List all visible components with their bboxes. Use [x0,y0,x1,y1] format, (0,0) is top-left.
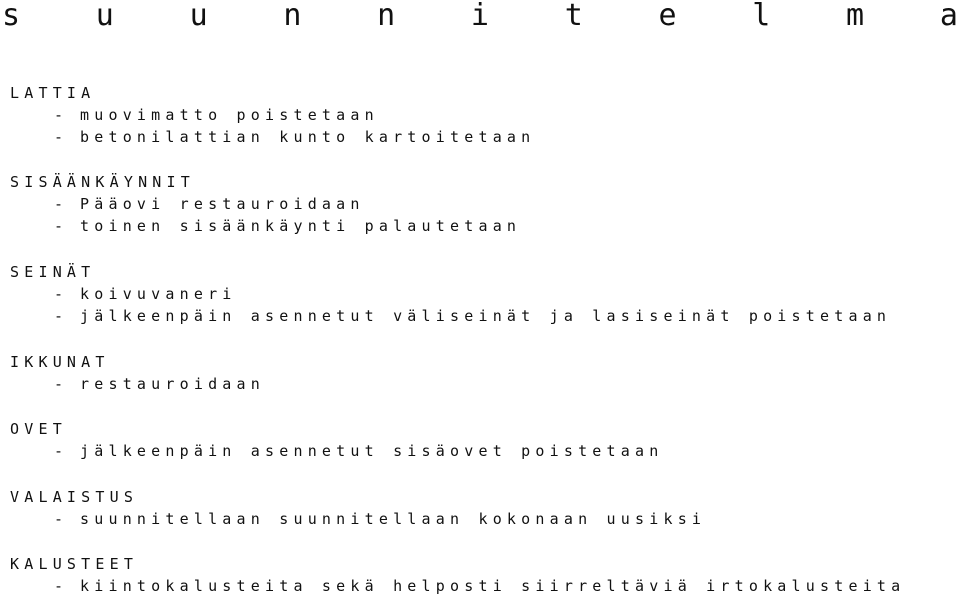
section-ovet [10,418,950,462]
list-item-text: jälkeenpäin asennetut sisäovet poistetaan [80,442,664,460]
section-kalusteet [10,553,950,597]
section-heading: IKKUNAT [10,353,110,371]
list-item-text: muovimatto poistetaan [80,106,379,124]
title-letter: a [939,0,958,33]
list-item [10,126,950,148]
list-item [10,283,950,305]
list-item [10,215,950,237]
title-letter: t [564,0,583,33]
title-letter: n [283,0,302,33]
list-item [10,440,950,462]
list-item-text: jälkeenpäin asennetut väliseinät ja lasiseinät poistetaan [80,307,892,325]
dash: - [54,375,69,393]
dash: - [54,510,69,528]
list-item-text: betonilattian kunto kartoitetaan [80,128,536,146]
section-seinat [10,261,950,327]
title-letter: u [95,0,114,33]
section-lattia [10,82,950,148]
dash: - [54,195,69,213]
list-item [10,508,950,530]
title-letter: i [470,0,489,33]
list-item-text: suunnitellaan suunnitellaan kokonaan uusiksi [80,510,707,528]
dash: - [54,577,69,595]
dash: - [54,442,69,460]
list-item-text: koivuvaneri [80,285,237,303]
title-letter: u [189,0,208,33]
dash: - [54,307,69,325]
title-letter: m [846,0,865,33]
section-heading: SEINÄT [10,263,96,281]
title-letter: l [752,0,771,33]
dash: - [54,217,69,235]
dash: - [54,106,69,124]
title-letter: s [2,0,21,33]
section-heading: SISÄÄNKÄYNNIT [10,173,195,191]
title-letter: e [658,0,677,33]
list-item-text: restauroidaan [80,375,265,393]
list-item [10,104,950,126]
section-ikkunat [10,351,950,395]
section-heading: KALUSTEET [10,555,139,573]
list-item [10,305,950,327]
section-heading: VALAISTUS [10,488,139,506]
list-item [10,373,950,395]
section-heading: OVET [10,420,67,438]
title-letter: n [377,0,396,33]
list-item [10,193,950,215]
list-item-text: toinen sisäänkäynti palautetaan [80,217,522,235]
list-item-text: Pääovi restauroidaan [80,195,365,213]
section-valaistus [10,486,950,530]
list-item-text: kiintokalusteita sekä helposti siirreltäviä irtokalusteita [80,577,906,595]
dash: - [54,285,69,303]
page-title [0,0,960,36]
dash: - [54,128,69,146]
section-heading: LATTIA [10,84,96,102]
section-sisaankaynnit [10,171,950,237]
